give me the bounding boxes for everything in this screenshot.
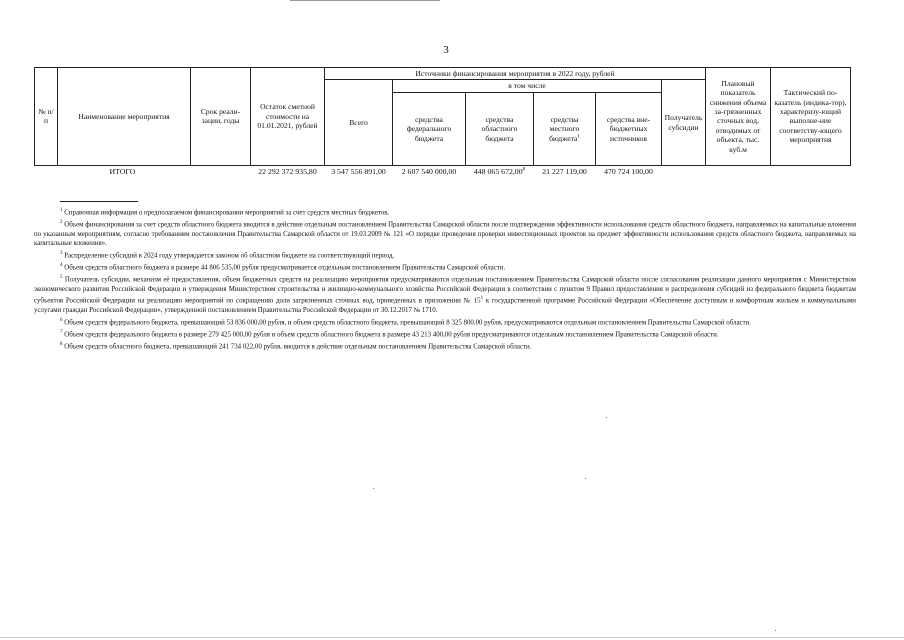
total-sum: 3 547 556 891,00: [331, 166, 386, 176]
header-extra: средства вне-бюджетных источников: [596, 92, 662, 165]
footnote-1: $^1$ Справочная информация о предполагаемом финансировании мероприятий за счет средств местных бюджетов.: [60, 208, 390, 217]
footnote-3: $^3$ Распределение субсидий в 2024 году утверждается законом об областном бюджете на соответствующий период.: [60, 250, 395, 260]
footnote-2: $^2$ Объем финансирования за счет средств областного бюджета вводится в действие отдельным постановлением Правительства Самарской области после подтверждения эффективности использования средств областного бюджета, направляемых на капитальные вложения по указанным мероприятиям, согласно требованиям постановления Правительства Самарской области от 19.03.2009 № 121 «О порядке проведения проверки инвестиционных проектов на предмет эффективности использования средств областного бюджета, направляемых на капитальные вложения».: [34, 219, 856, 248]
total-label: ИТОГО: [109, 166, 136, 176]
total-federal: 2 607 540 000,00: [401, 166, 457, 176]
financing-table: [34, 67, 851, 178]
footnotes: [34, 206, 856, 351]
header-local: [534, 92, 596, 165]
footnote-4: $^4$ Объем средств областного бюджета в размере 44 806 535,00 рубля предусматривается отдельным постановлением Правительства Самарской области.: [60, 262, 506, 272]
total-regional-sup: 8: [522, 167, 526, 173]
header-num: № п/п: [35, 68, 58, 166]
scan-speck: [585, 478, 586, 479]
header-total: Всего: [325, 80, 393, 165]
footnote-6: $^6$ Объем средств федерального бюджета, превышающий 53 836 000,00 рубля, и объем средств областного бюджета, превышающий 8 325 800,00 рубля, предусматриваются отдельным постановлением Правительства Самарской области.: [60, 317, 752, 327]
footnote-separator: [60, 201, 138, 202]
header-balance: Остаток сметной стоимости на 01.01.2021, рублей: [251, 68, 325, 166]
total-regional: [466, 165, 534, 177]
header-federal: средства федерального бюджета: [393, 92, 466, 165]
header-including: в том числе: [393, 80, 662, 92]
header-local-text: средства местного бюджета: [549, 114, 580, 143]
total-row: [35, 165, 851, 177]
scan-speck: [606, 417, 607, 418]
header-regional: средства областного бюджета: [466, 92, 534, 165]
total-extra: 470 724 100,00: [604, 166, 653, 176]
scan-speck: [775, 630, 776, 631]
header-recipient: Получатель субсидии: [662, 80, 706, 165]
scan-speck: [373, 488, 374, 489]
header-local-sup: 1: [577, 134, 580, 140]
total-local: 21 227 119,00: [542, 166, 587, 176]
footnote-8: $^8$ Объем средств областного бюджета, превышающий 241 734 022,00 рубля, вводится в действие отдельным постановлением Правительства Самарской области.: [60, 341, 532, 350]
page-number: 3: [443, 44, 449, 56]
total-regional-value: 448 065 672,00: [473, 166, 523, 176]
header-tactical: Тактический по-казатель (индика-тор), характеризу-ющий выполне-ние соответству-ющего мероприятия: [771, 68, 851, 166]
header-name: Наименование мероприятия: [58, 68, 191, 166]
scan-artifact-line: [0, 637, 904, 638]
header-sources-group: Источники финансирования мероприятия в 2022 году, рублей: [325, 68, 706, 80]
footnote-7: $^7$ Объем средств федерального бюджета в размере 279 425 000,00 рубля и объем средств областного бюджета в размере 43 213 400,00 рубля предусматриваются отдельным постановлением Правительства Самарской области.: [60, 329, 719, 338]
total-balance: 22 292 372 935,80: [258, 166, 317, 176]
scan-artifact-line: [290, 0, 440, 1]
header-planned: Плановый показатель снижения объема за-грязненных сточных вод, отводимых от объекта, тыс. куб.м: [706, 68, 771, 166]
header-term: Срок реали-зации, годы: [191, 68, 251, 166]
footnote-5: $^5$ Получатель субсидии, механизм её предоставления, объем бюджетных средств на реализацию мероприятия предусматриваются отдельным постановлением Правительства Самарской области после согласования реализации данного мероприятия с Министерством экономического развития Российской Федерации и утверждения Министерством строительства и жилищно-коммунального хозяйства Российской Федерации в соответствии с пунктом 9 Правил предоставления и распределения субсидий из федерального бюджета бюджетам субъектов Российской Федерации на реализацию мероприятий по сокращению доли загрязненных сточных вод, приведенных в приложении № $15^1$ к государственной программе Российской Федерации «Обеспечение доступным и комфортным жильем и коммунальными услугами граждан Российской Федерации», утвержденной постановлением Правительства Российской Федерации от 30.12.2017 № 1710.: [34, 274, 856, 315]
